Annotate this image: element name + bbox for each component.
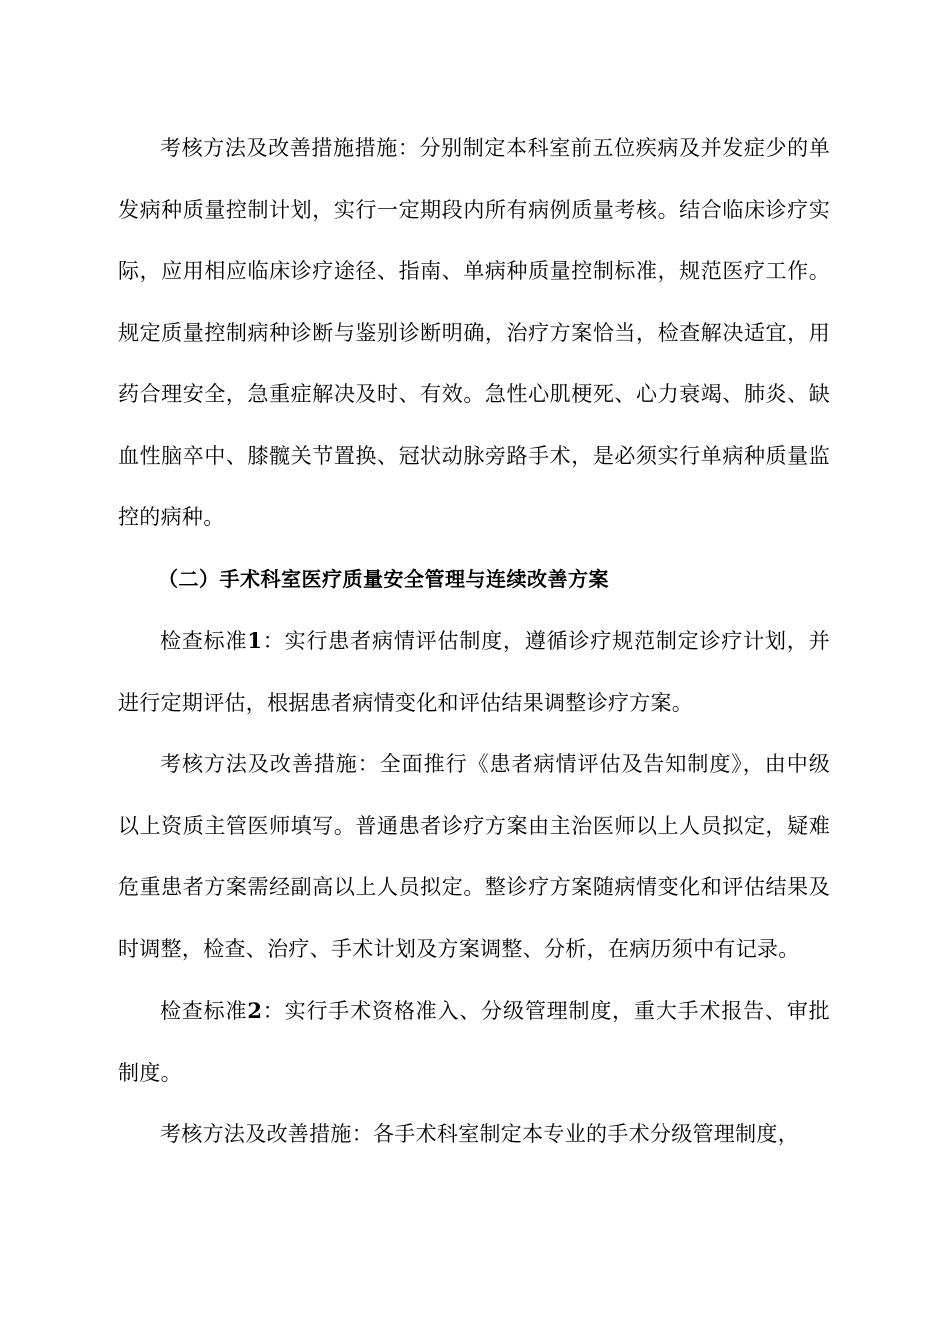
standard-1-text: ：实行患者病情评估制度，遵循诊疗规范制定诊疗计划，并进行定期评估，根据患者病情变化和评估结果调整诊疗方案。 bbox=[118, 629, 830, 715]
standard-2-paragraph bbox=[118, 980, 830, 1104]
assessment-paragraph-2: 考核方法及改善措施：全面推行《患者病情评估及告知制度》，由中级以上资质主管医师填写。普通患者诊疗方案由主治医师以上人员拟定，疑难危重患者方案需经副高以上人员拟定。整诊疗方案随病情变化和评估结果及时调整，检查、治疗、手术计划及方案调整、分析，在病历须中有记录。 bbox=[118, 752, 830, 961]
standard-2-number: 2 bbox=[247, 998, 263, 1023]
standard-2-label: 检查标准 bbox=[160, 999, 248, 1023]
document-page bbox=[118, 118, 830, 1166]
standard-2-text: ：实行手术资格准入、分级管理制度，重大手术报告、审批制度。 bbox=[118, 999, 830, 1085]
standard-1-paragraph bbox=[118, 610, 830, 734]
section-heading-surgical-quality: （二）手术科室医疗质量安全管理与连续改善方案 bbox=[158, 566, 609, 591]
assessment-paragraph-3: 考核方法及改善措施：各手术科室制定本专业的手术分级管理制度， bbox=[160, 1122, 799, 1146]
assessment-paragraph-1: 考核方法及改善措施措施：分别制定本科室前五位疾病及并发症少的单发病种质量控制计划，实行一定期段内所有病例质量考核。结合临床诊疗实际，应用相应临床诊疗途径、指南、单病种质量控制标准，规范医疗工作。规定质量控制病种诊断与鉴别诊断明确，治疗方案恰当，检查解决适宜，用药合理安全，急重症解决及时、有效。急性心肌梗死、心力衰竭、肺炎、缺血性脑卒中、膝髋关节置换、冠状动脉旁路手术，是必须实行单病种质量监控的病种。 bbox=[118, 136, 830, 529]
standard-1-label: 检查标准 bbox=[160, 629, 248, 653]
standard-1-number: 1 bbox=[247, 628, 263, 653]
